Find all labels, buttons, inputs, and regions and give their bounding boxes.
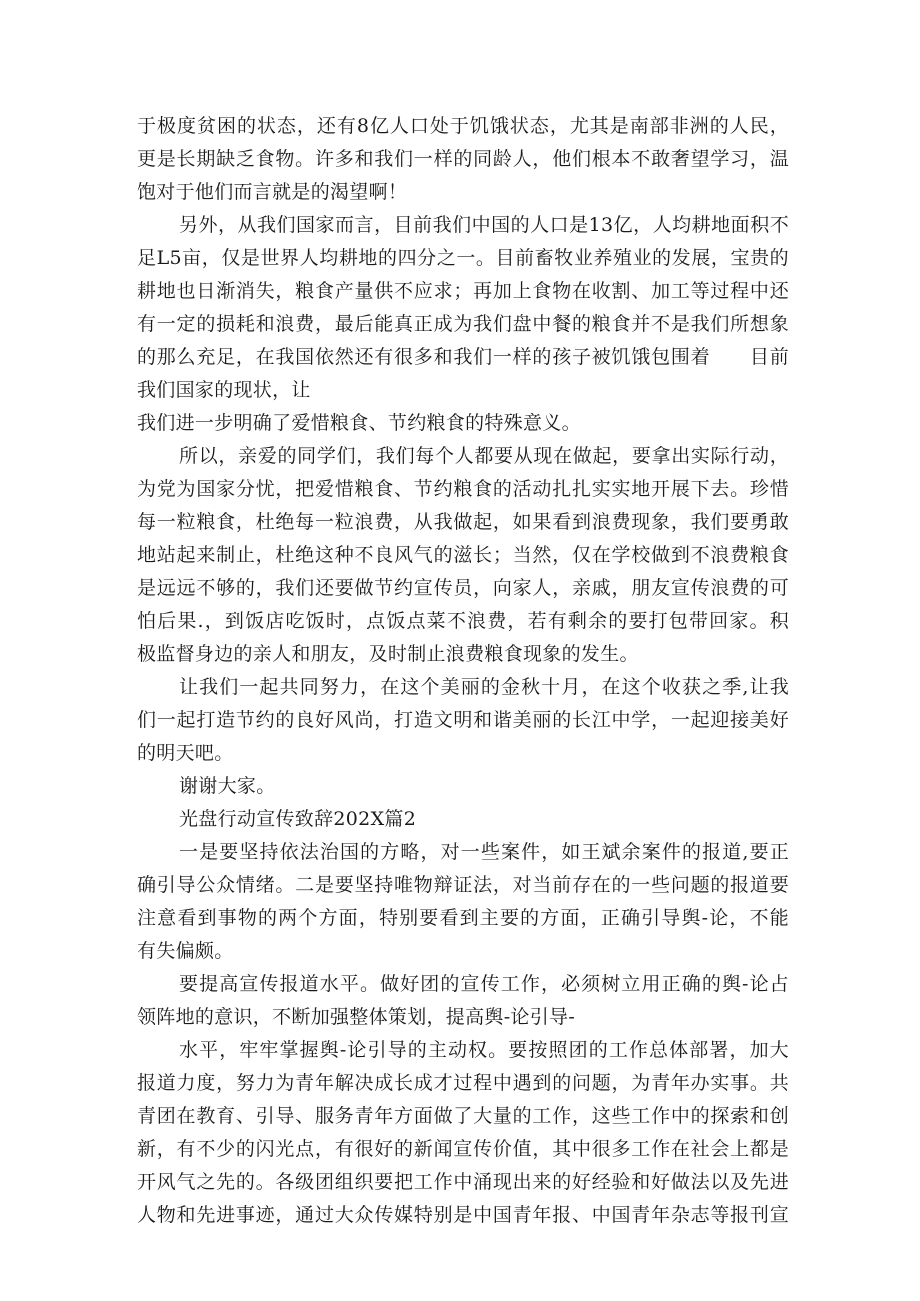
text-line: 们一起打造节约的良好风尚，打造文明和谐美丽的长江中学，一起迎接美好 xyxy=(137,709,789,731)
text-line: 怕后果.，到饭店吃饭时，点饭点菜不浪费，若有剩余的要打包带回家。积 xyxy=(137,610,789,632)
paragraph-first-line: 水平，牢牢掌握舆-论引导的主动权。要按照团的工作总体部署，加大 xyxy=(179,1039,789,1061)
text-line: 确引导公众情绪。二是要坚持唯物辩证法，对当前存在的一些问题的报道要 xyxy=(137,874,789,896)
text-line: 我们国家的现状，让 xyxy=(137,379,311,401)
text-line: 人物和先进事迹，通过大众传媒特别是中国青年报、中国青年杂志等报刊宣 xyxy=(137,1204,789,1226)
text-line: 我们进一步明确了爱惜粮食、节约粮食的特殊意义。 xyxy=(137,412,581,434)
text-line: 为党为国家分忧，把爱惜粮食、节约粮食的活动扎扎实实地开展下去。珍惜 xyxy=(137,478,789,500)
text-line: 更是长期缺乏食物。许多和我们一样的同龄人，他们根本不敢奢望学习，温 xyxy=(137,148,789,170)
text-line: 有失偏颇。 xyxy=(137,940,234,962)
text-line: 足L5亩，仅是世界人均耕地的四分之一。目前畜牧业养殖业的发展，宝贵的 xyxy=(137,247,789,269)
text-line: 青团在教育、引导、服务青年方面做了大量的工作，这些工作中的探索和创 xyxy=(137,1105,789,1127)
text-line: 新，有不少的闪光点，有很好的新闻宣传价值，其中很多工作在社会上都是 xyxy=(137,1138,789,1160)
paragraph-first-line: 所以，亲爱的同学们，我们每个人都要从现在做起，要拿出实际行动， xyxy=(179,445,789,467)
text-line: 地站起来制止，杜绝这种不良风气的滋长；当然，仅在学校做到不浪费粮食 xyxy=(137,544,789,566)
paragraph-first-line: 要提高宣传报道水平。做好团的宣传工作，必须树立用正确的舆-论占 xyxy=(179,973,789,995)
text-line: 饱对于他们而言就是的渴望啊！ xyxy=(137,181,408,203)
text-line: 耕地也日渐消失，粮食产量供不应求；再加上食物在收割、加工等过程中还 xyxy=(137,280,789,302)
text-line: 极监督身边的亲人和朋友，及时制止浪费粮食现象的发生。 xyxy=(137,643,639,665)
paragraph-first-line: 让我们一起共同努力，在这个美丽的金秋十月，在这个收获之季,让我 xyxy=(179,676,789,698)
text-line: 每一粒粮食，杜绝每一粒浪费，从我做起，如果看到浪费现象，我们要勇敢 xyxy=(137,511,789,533)
text-line: 领阵地的意识，不断加强整体策划，提高舆-论引导- xyxy=(137,1006,576,1028)
text-line: 是远远不够的，我们还要做节约宣传员，向家人，亲戚，朋友宣传浪费的可 xyxy=(137,577,789,599)
text-line: 开风气之先的。各级团组织要把工作中涌现出来的好经验和好做法以及先进 xyxy=(137,1171,789,1193)
text-line: 有一定的损耗和浪费，最后能真正成为我们盘中餐的粮食并不是我们所想象 xyxy=(137,313,789,335)
paragraph-first-line: 一是要坚持依法治国的方略，对一些案件，如王斌余案件的报道,要正 xyxy=(179,841,789,863)
closing-line: 谢谢大家。 xyxy=(179,775,276,797)
text-line: 的明天吧。 xyxy=(137,742,234,764)
paragraph-first-line: 另外，从我们国家而言，目前我们中国的人口是13亿，人均耕地面积不 xyxy=(179,214,789,236)
text-line: 报道力度，努力为青年解决成长成才过程中遇到的问题，为青年办实事。共 xyxy=(137,1072,789,1094)
text-line: 的那么充足，在我国依然还有很多和我们一样的孩子被饥饿包围着 目前 xyxy=(137,346,789,368)
text-line: 于极度贫困的状态，还有8亿人口处于饥饿状态，尤其是南部非洲的人民， xyxy=(137,115,789,137)
text-line: 注意看到事物的两个方面，特别要看到主要的方面，正确引导舆-论，不能 xyxy=(137,907,789,929)
section-heading: 光盘行动宣传致辞202X篇2 xyxy=(179,808,417,830)
